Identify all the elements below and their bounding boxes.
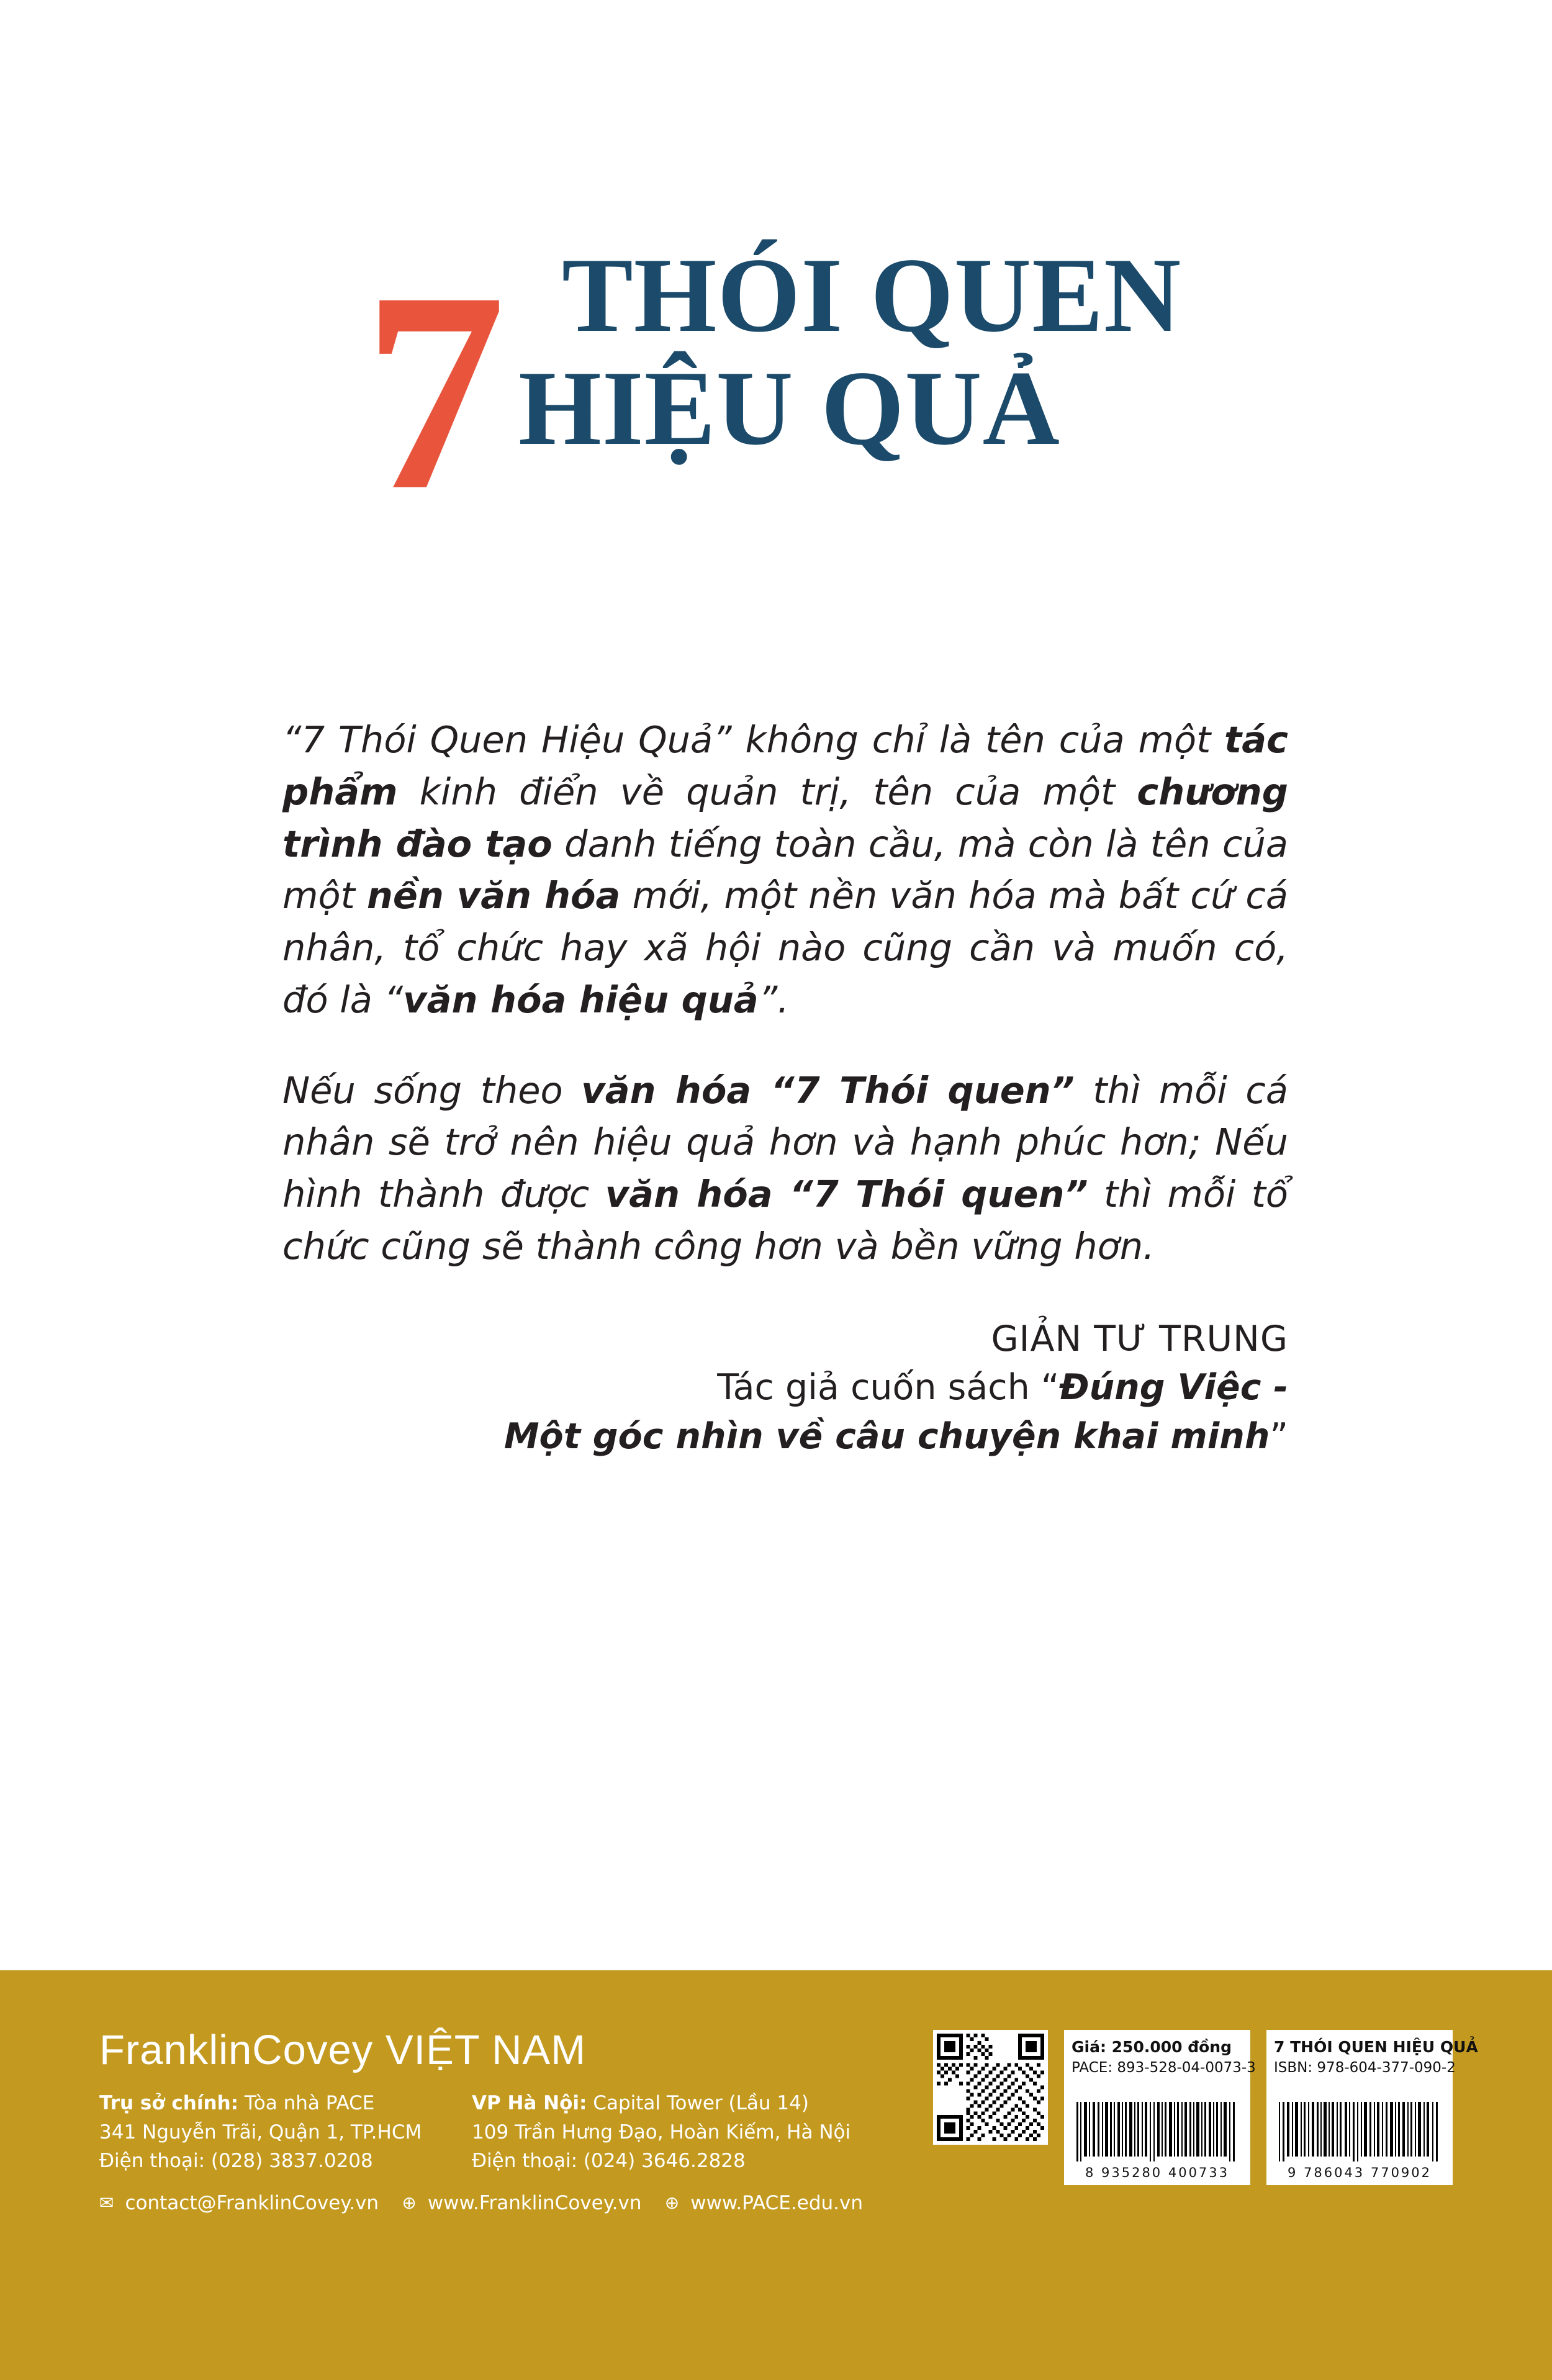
title-text — [518, 237, 1493, 467]
qr-code[interactable] — [933, 2030, 1048, 2145]
office-main-address: 341 Nguyễn Trãi, Quận 1, TP.HCM — [99, 2121, 422, 2143]
isbn-card — [1266, 2030, 1478, 2185]
office-hanoi-phone: (024) 3646.2828 — [583, 2150, 746, 2172]
office-hanoi-address: 109 Trần Hưng Đạo, Hoàn Kiếm, Hà Nội — [472, 2121, 851, 2143]
office-main — [99, 2089, 472, 2176]
office-main-label: Trụ sở chính: — [99, 2092, 239, 2114]
office-main-phone-label: Điện thoại: — [99, 2150, 205, 2172]
publisher-block — [99, 2026, 863, 2214]
contact-website-1[interactable]: www.FranklinCovey.vn — [427, 2191, 642, 2214]
office-main-phone-row — [99, 2147, 472, 2176]
title-line-1: THÓI QUEN — [562, 237, 1182, 354]
codes-block — [933, 2030, 1478, 2185]
office-hanoi-phone-label: Điện thoại: — [472, 2150, 578, 2172]
office-hanoi-title — [472, 2089, 857, 2118]
attribution-role-suffix: ” — [1270, 1415, 1288, 1457]
globe-icon-1: ⊕ — [402, 2192, 417, 2213]
isbn-barcode — [1274, 2102, 1445, 2180]
office-hanoi — [472, 2089, 857, 2176]
office-hanoi-value: Capital Tower (Lầu 14) — [593, 2092, 809, 2114]
title-numeral: 7 — [363, 233, 501, 549]
attribution-book-line-1: Đúng Việc - — [1059, 1367, 1288, 1409]
office-main-title — [99, 2089, 472, 2118]
contact-row — [99, 2192, 863, 2214]
office-hanoi-phone-row — [472, 2147, 857, 2176]
contact-email[interactable]: contact@FranklinCovey.vn — [125, 2191, 379, 2214]
office-main-value: Tòa nhà PACE — [244, 2092, 375, 2114]
isbn-value: ISBN: 978-604-377-090-2 — [1274, 2060, 1456, 2076]
attribution-book-line-2-row — [282, 1412, 1288, 1461]
title-line-2: HIỆU QUẢ — [518, 349, 1060, 467]
blurb-block — [282, 714, 1288, 1461]
attribution-role-prefix: Tác giả cuốn sách “ — [717, 1367, 1060, 1409]
office-hanoi-label: VP Hà Nội: — [472, 2092, 587, 2114]
footer-bar — [0, 1970, 1552, 2380]
price-barcode — [1072, 2102, 1243, 2180]
isbn-barcode-digits: 9 786043 770902 — [1287, 2165, 1432, 2180]
contact-website-2[interactable]: www.PACE.edu.vn — [690, 2191, 863, 2214]
attribution-book-line-2: Một góc nhìn về câu chuyện khai minh — [503, 1415, 1270, 1457]
attribution — [282, 1315, 1288, 1461]
office-main-phone: (028) 3837.0208 — [210, 2150, 373, 2172]
blurb-paragraph-2: Nếu sống theo văn hóa “7 Thói quen” thì mỗi cá nhân sẽ trở nên hiệu quả hơn và hạnh phúc hơn; Nếu hình thành được văn hóa “7 Thói quen” thì mỗi tổ chức cũng sẽ thành công hơn và bền vững hơn. — [282, 1068, 1289, 1268]
attribution-name: GIẢN TƯ TRUNG — [991, 1318, 1288, 1359]
isbn-card-title: 7 THÓI QUEN HIỆU QUẢ — [1274, 2038, 1478, 2056]
envelope-icon: ✉ — [99, 2192, 114, 2213]
attribution-role — [282, 1363, 1288, 1412]
publisher-name: FranklinCovey VIỆT NAM — [99, 2027, 587, 2073]
price-card — [1064, 2030, 1256, 2185]
price-barcode-digits: 8 935280 400733 — [1085, 2165, 1230, 2180]
globe-icon-2: ⊕ — [664, 2192, 680, 2213]
price-label: Giá: 250.000 đồng — [1072, 2038, 1232, 2056]
blurb-paragraph-1: “7 Thói Quen Hiệu Quả” không chỉ là tên của một tác phẩm kinh điển về quản trị, tên của một chương trình đào tạo danh tiếng toàn cầu, mà còn là tên của một nền văn hóa mới, một nền văn hóa mà bất cứ cá nhân, tổ chức hay xã hội nào cũng cần và muốn có, đó là “văn hóa hiệu quả”. — [282, 718, 1288, 1021]
title-block — [0, 205, 1552, 590]
pace-code: PACE: 893-528-04-0073-3 — [1072, 2060, 1256, 2076]
